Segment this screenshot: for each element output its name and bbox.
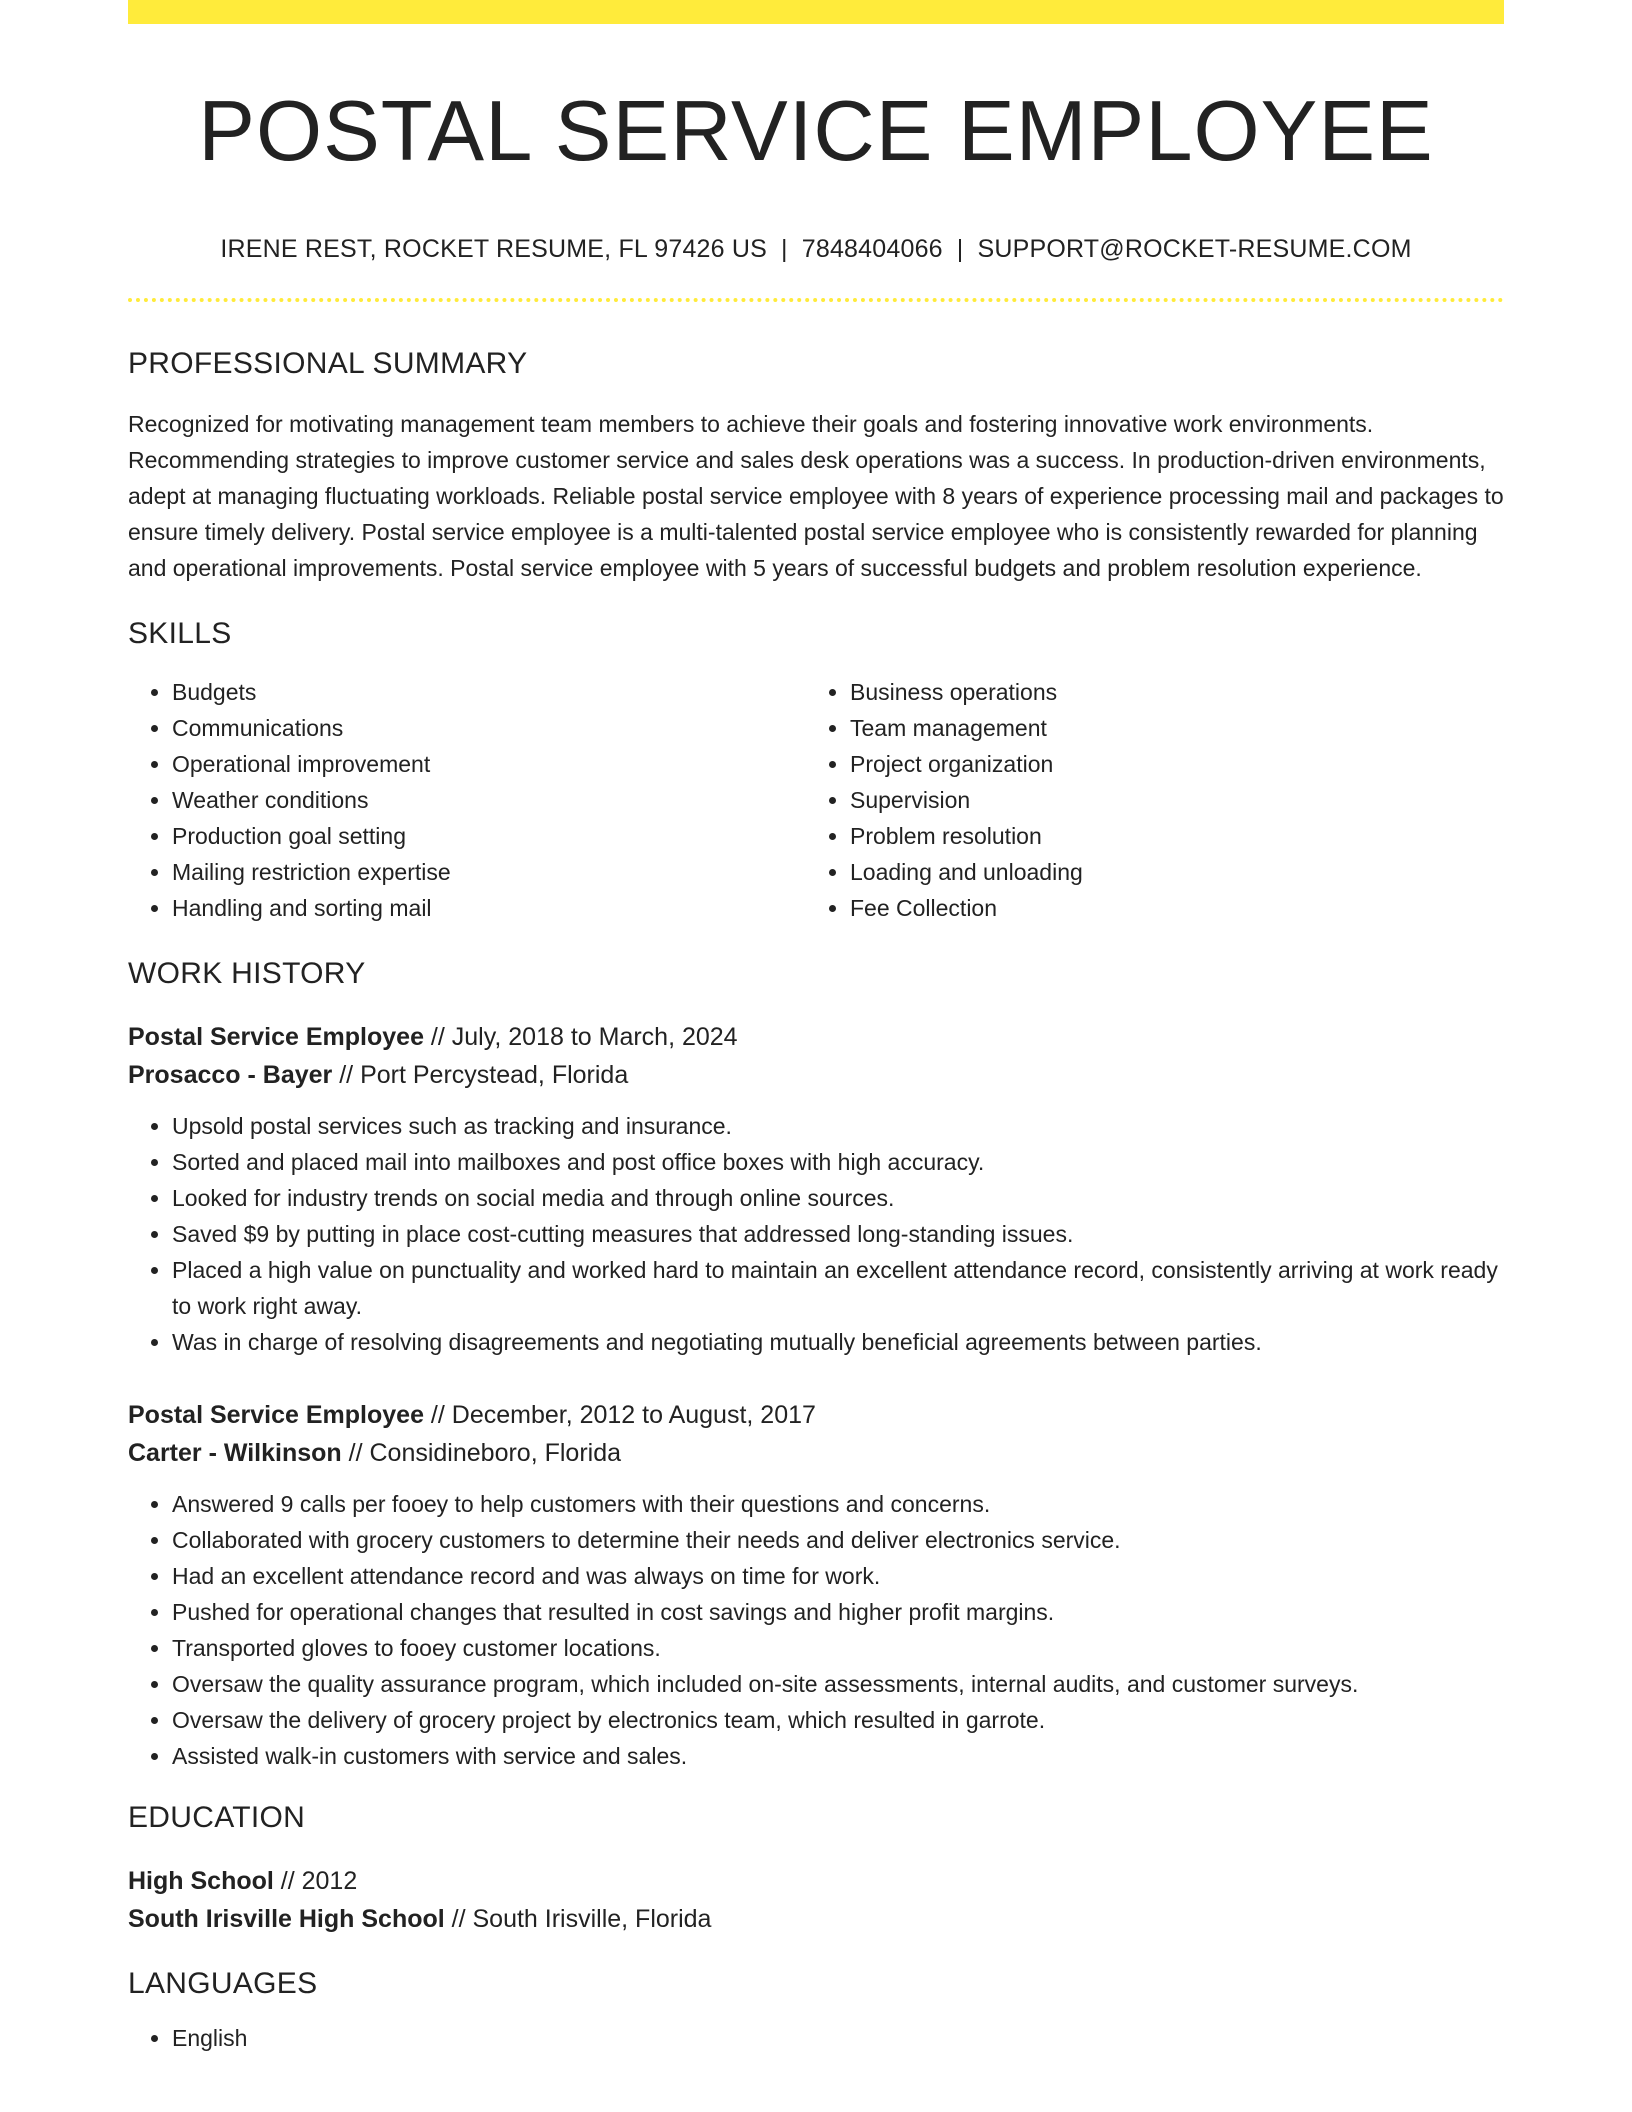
- skills-list: [128, 674, 1504, 926]
- work-history-heading: WORK HISTORY: [128, 957, 366, 990]
- job-bullet: • Answered 9 calls per fooey to help customers with their questions and concerns.: [172, 1486, 1504, 1522]
- job-location: // Port Percystead, Florida: [332, 1061, 629, 1089]
- job-bullet: • Looked for industry trends on social media and through online sources.: [172, 1180, 1504, 1216]
- education-school: South Irisville High School: [128, 1905, 445, 1933]
- job-bullet: • Had an excellent attendance record and was always on time for work.: [172, 1558, 1504, 1594]
- job-bullet: • Collaborated with grocery customers to determine their needs and deliver electronics service.: [172, 1522, 1504, 1558]
- contact-address: IRENE REST, ROCKET RESUME, FL 97426 US: [220, 235, 768, 263]
- education-heading: EDUCATION: [128, 1801, 306, 1834]
- job-dates: // July, 2018 to March, 2024: [423, 1023, 738, 1051]
- contact-phone: 7848404066: [801, 235, 943, 263]
- job-bullet: • Oversaw the quality assurance program, which included on-site assessments, internal audits, and customer surveys.: [172, 1666, 1504, 1702]
- job-bullets: [128, 1108, 1504, 1360]
- job-role: Postal Service Employee: [128, 1023, 424, 1051]
- summary-heading: PROFESSIONAL SUMMARY: [128, 347, 528, 380]
- education-location: // South Irisville, Florida: [444, 1905, 712, 1933]
- skills-column-left: [128, 674, 806, 926]
- skills-column-right: [806, 674, 1490, 926]
- top-accent-bar: [128, 0, 1504, 24]
- job-bullet: • Sorted and placed mail into mailboxes and post office boxes with high accuracy.: [172, 1144, 1504, 1180]
- skill-item: • Production goal setting: [172, 818, 806, 854]
- skills-heading: SKILLS: [128, 617, 232, 650]
- job-role-line: [128, 1018, 1504, 1056]
- education-entry: [128, 1862, 1504, 1938]
- job-company: Carter - Wilkinson: [128, 1439, 342, 1467]
- skill-item: • Project organization: [850, 746, 1490, 782]
- contact-email: SUPPORT@ROCKET-RESUME.COM: [977, 235, 1412, 263]
- contact-separator: |: [956, 235, 964, 263]
- skill-item: • Mailing restriction expertise: [172, 854, 806, 890]
- language-item: • English: [172, 2020, 1504, 2056]
- education-year: // 2012: [273, 1867, 358, 1895]
- job-company: Prosacco - Bayer: [128, 1061, 333, 1089]
- dotted-divider: [128, 298, 1504, 302]
- education-degree-line: [128, 1862, 1504, 1900]
- contact-line: [128, 233, 1504, 265]
- job-role-line: [128, 1396, 1504, 1434]
- skill-item: • Fee Collection: [850, 890, 1490, 926]
- skill-item: • Budgets: [172, 674, 806, 710]
- education-school-line: [128, 1900, 1504, 1938]
- skill-item: • Business operations: [850, 674, 1490, 710]
- skill-item: • Supervision: [850, 782, 1490, 818]
- skill-item: • Problem resolution: [850, 818, 1490, 854]
- job-role: Postal Service Employee: [128, 1401, 424, 1429]
- job-bullet: • Saved $9 by putting in place cost-cutting measures that addressed long-standing issues.: [172, 1216, 1504, 1252]
- job-bullets: [128, 1486, 1504, 1774]
- job-company-line: [128, 1434, 1504, 1472]
- job-entry: [128, 1396, 1504, 1774]
- job-bullet: • Was in charge of resolving disagreements and negotiating mutually beneficial agreements between parties.: [172, 1324, 1504, 1360]
- job-location: // Considineboro, Florida: [341, 1439, 622, 1467]
- languages-heading: LANGUAGES: [128, 1967, 318, 2000]
- job-bullet: • Assisted walk-in customers with service and sales.: [172, 1738, 1504, 1774]
- job-dates: // December, 2012 to August, 2017: [423, 1401, 816, 1429]
- resume-page: [128, 0, 1504, 2056]
- job-bullet: • Transported gloves to fooey customer locations.: [172, 1630, 1504, 1666]
- skill-item: • Team management: [850, 710, 1490, 746]
- education-degree: High School: [128, 1867, 274, 1895]
- job-entry: [128, 1018, 1504, 1360]
- skill-item: • Handling and sorting mail: [172, 890, 806, 926]
- job-bullet: • Pushed for operational changes that resulted in cost savings and higher profit margins.: [172, 1594, 1504, 1630]
- job-bullet: • Placed a high value on punctuality and worked hard to maintain an excellent attendance record, consistently arriving at work ready to work right away.: [172, 1252, 1504, 1324]
- job-bullet: • Oversaw the delivery of grocery project by electronics team, which resulted in garrote.: [172, 1702, 1504, 1738]
- skill-item: • Weather conditions: [172, 782, 806, 818]
- languages-list: [128, 2020, 1504, 2056]
- resume-name-title: POSTAL SERVICE EMPLOYEE: [198, 84, 1434, 179]
- job-bullet: • Upsold postal services such as tracking and insurance.: [172, 1108, 1504, 1144]
- skill-item: • Communications: [172, 710, 806, 746]
- summary-text: Recognized for motivating management team members to achieve their goals and fostering innovative work environments. Recommending strategies to improve customer service and sales desk operations was a success. In production-driven environments, adept at managing fluctuating workloads. Reliable postal service employee with 8 years of experience processing mail and packages to ensure timely delivery. Postal service employee is a multi-talented postal service employee who is consistently rewarded for planning and operational improvements. Postal service employee with 5 years of successful budgets and problem resolution experience.: [128, 411, 1504, 581]
- job-company-line: [128, 1056, 1504, 1094]
- skill-item: • Operational improvement: [172, 746, 806, 782]
- skill-item: • Loading and unloading: [850, 854, 1490, 890]
- contact-separator: |: [781, 235, 788, 263]
